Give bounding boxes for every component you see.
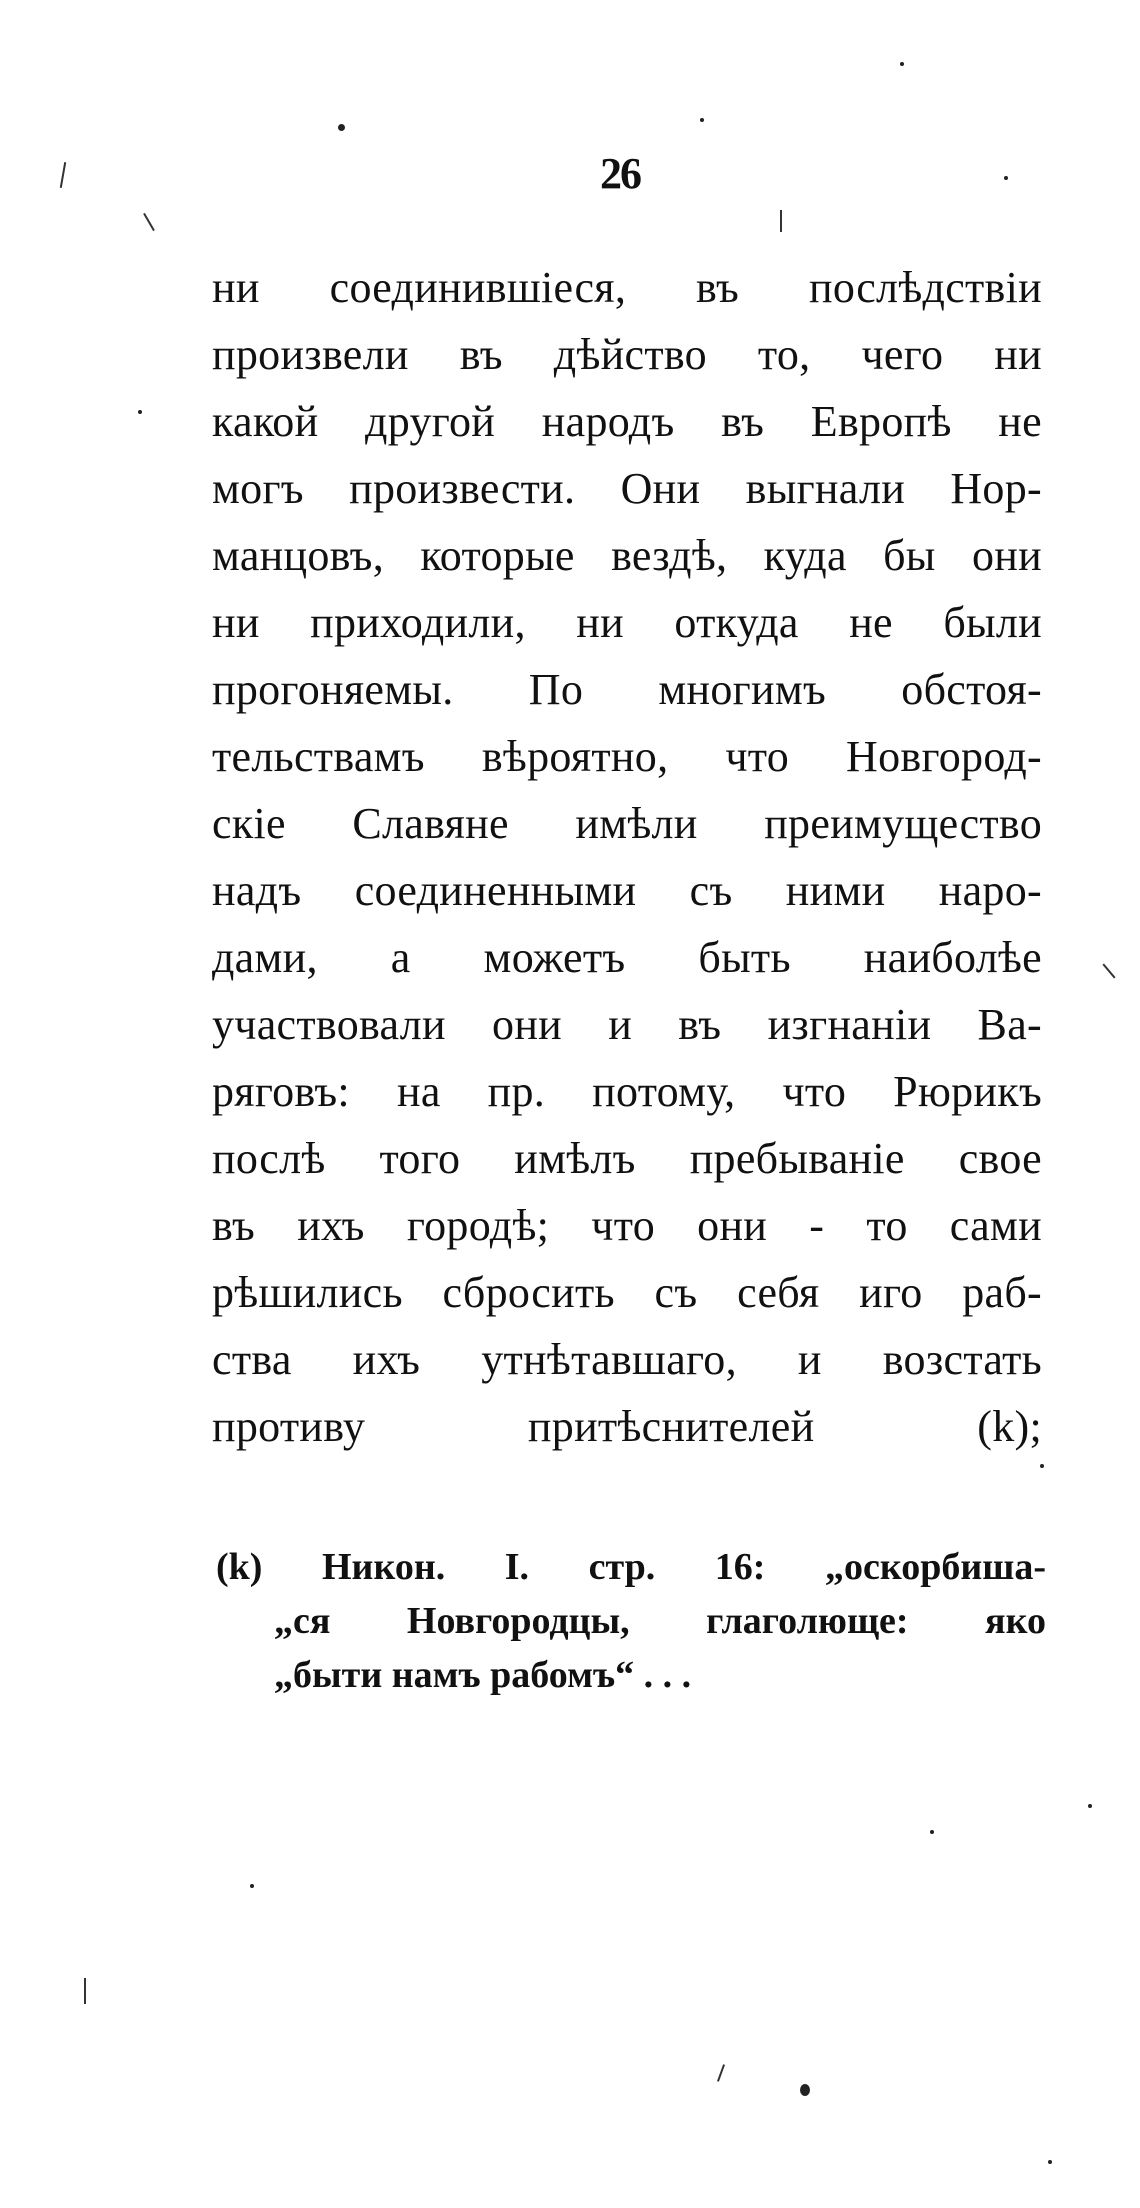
text-line: могъ произвести. Они выгнали Нор- — [212, 464, 1042, 513]
text-line: какой другой народъ въ Европѣ не — [212, 397, 1042, 446]
page-number: 26 — [600, 149, 640, 198]
text-line: ни соединившіеся, въ послѣдствіи — [212, 263, 1042, 312]
text-line: послѣ того имѣлъ пребываніе свое — [212, 1134, 1042, 1183]
footnote-line: „ся Новгородцы, глаголюще: яко — [274, 1600, 1046, 1642]
text-line: рѣшились сбросить съ себя иго раб- — [212, 1268, 1042, 1317]
text-line: манцовъ, которые вездѣ, куда бы они — [212, 531, 1042, 580]
scan-speck — [138, 410, 142, 414]
scan-speck — [1048, 2160, 1052, 2164]
text-line: тельствамъ вѣроятно, что Новгород- — [212, 732, 1042, 781]
scan-speck — [250, 1884, 254, 1888]
text-line: въ ихъ городѣ; что они - то сами — [212, 1201, 1042, 1250]
main-text — [212, 254, 1042, 1460]
footnote — [216, 1540, 1046, 1702]
scan-scratch — [143, 213, 155, 231]
text-line: ряговъ: на пр. потому, что Рюрикъ — [212, 1067, 1042, 1116]
scan-scratch — [780, 210, 782, 232]
scan-speck — [800, 2084, 810, 2096]
footnote-line: „быти намъ рабомъ“ . . . — [274, 1654, 692, 1696]
text-line: надъ соединенными съ ними наро- — [212, 866, 1042, 915]
scan-speck — [700, 118, 704, 122]
scan-scratch — [717, 2064, 725, 2082]
text-line: дами, а можетъ быть наиболѣе — [212, 933, 1042, 982]
scan-scratch — [60, 162, 66, 188]
text-line: противу притѣснителей (k); — [212, 1402, 1042, 1451]
scan-speck — [930, 1830, 934, 1834]
text-line: прогоняемы. По многимъ обстоя- — [212, 665, 1042, 714]
scan-speck — [900, 62, 904, 66]
text-line: произвели въ дѣйство то, чего ни — [212, 330, 1042, 379]
scan-scratch — [84, 1978, 86, 2004]
text-line: ни приходили, ни откуда не были — [212, 598, 1042, 647]
footnote-line: (k) Никон. I. стр. 16: „оскорбиша- — [216, 1546, 1046, 1588]
text-line: участвовали они и въ изгнаніи Ва- — [212, 1000, 1042, 1049]
text-line: скіе Славяне имѣли преимущество — [212, 799, 1042, 848]
scan-speck — [1004, 176, 1008, 180]
text-line: ства ихъ утнѣтавшаго, и возстать — [212, 1335, 1042, 1384]
scan-speck — [1088, 1804, 1092, 1808]
scan-speck — [338, 124, 345, 131]
scan-scratch — [1102, 963, 1115, 978]
scan-speck — [1040, 1464, 1044, 1468]
